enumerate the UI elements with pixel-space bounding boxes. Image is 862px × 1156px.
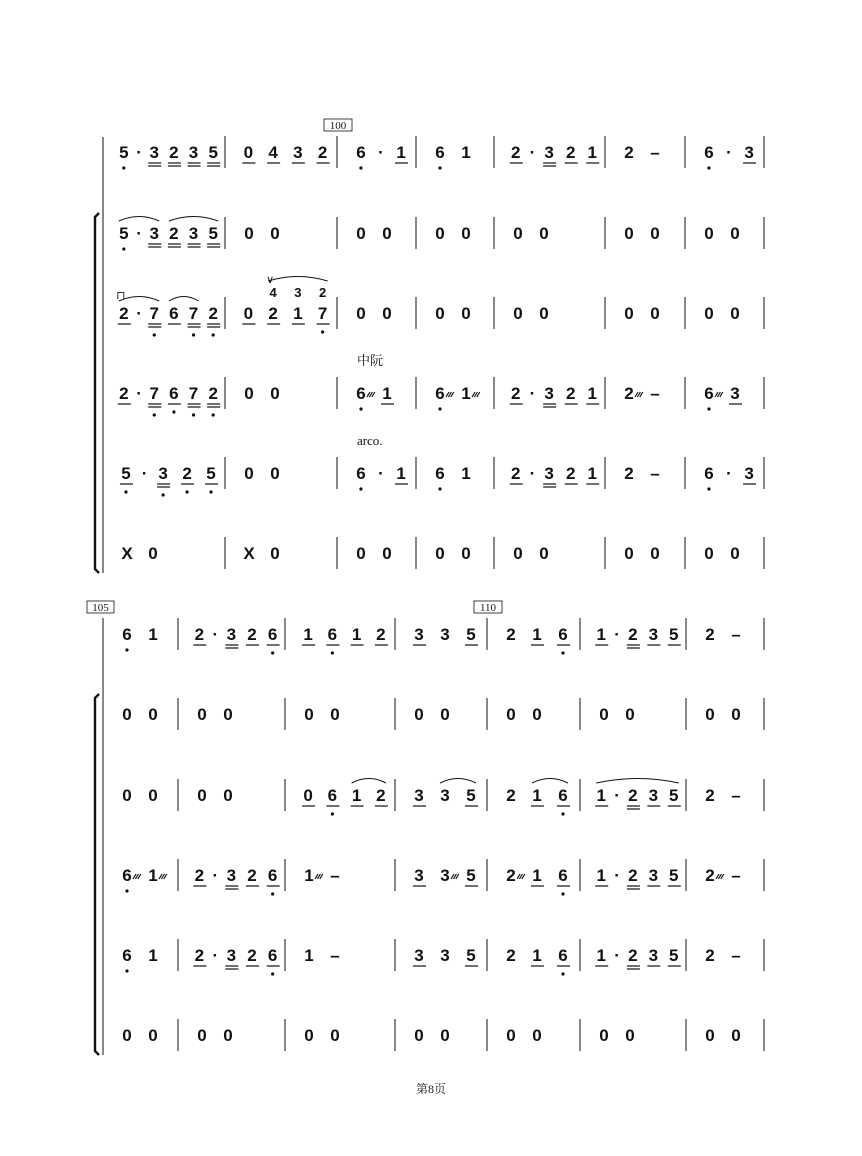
page-footer: 第8页	[415, 1082, 447, 1096]
jianpu-note: 0	[122, 1026, 132, 1045]
jianpu-note: 0	[270, 224, 280, 243]
jianpu-note: 0	[197, 705, 207, 724]
jianpu-note: 1	[532, 786, 542, 805]
jianpu-note: 0	[624, 304, 634, 323]
slur	[169, 297, 199, 302]
augmentation-dot: ·	[212, 946, 219, 965]
jianpu-note: 0	[539, 224, 549, 243]
jianpu-note: 0	[731, 1026, 741, 1045]
jianpu-note: 0	[625, 1026, 635, 1045]
jianpu-note: 2	[565, 384, 576, 403]
octave-dot	[331, 651, 334, 654]
octave-dot	[124, 490, 127, 493]
jianpu-note: 2	[247, 625, 257, 644]
jianpu-note: 1	[587, 384, 597, 403]
jianpu-note: 3	[544, 143, 554, 162]
jianpu-note: 3	[414, 786, 424, 805]
jianpu-note: 0	[435, 224, 445, 243]
jianpu-note: 6	[558, 625, 568, 644]
jianpu-note: 0	[730, 224, 740, 243]
jianpu-note: 0	[435, 304, 445, 323]
jianpu-note: 2	[511, 384, 521, 403]
octave-dot	[359, 166, 362, 169]
jianpu-note: 2	[565, 464, 576, 483]
jianpu-note: 0	[599, 1026, 609, 1045]
jianpu-note: 0	[506, 1026, 516, 1045]
percussion-x: X	[121, 544, 133, 563]
jianpu-note: 6	[327, 786, 338, 805]
jianpu-note: 0	[650, 224, 660, 243]
octave-dot	[162, 493, 165, 496]
jianpu-note: 5	[466, 866, 476, 885]
jianpu-note: 1	[532, 625, 542, 644]
jianpu-note: 5	[121, 464, 131, 483]
jianpu-note: 0	[513, 224, 523, 243]
jianpu-note: 0	[382, 544, 392, 563]
fingering-number: 3	[294, 285, 302, 300]
jianpu-note: 0	[270, 384, 280, 403]
jianpu-note: 2	[169, 224, 179, 243]
slur	[169, 217, 218, 222]
augmentation-dot: ·	[614, 866, 620, 885]
jianpu-note: 2	[119, 384, 129, 403]
jianpu-note: 0	[356, 304, 366, 323]
jianpu-note: 0	[270, 464, 280, 483]
jianpu-note: 5	[119, 143, 129, 162]
jianpu-note: 3	[744, 143, 754, 162]
octave-dot	[122, 166, 125, 169]
jianpu-note: 1	[461, 384, 471, 403]
jianpu-note: 1	[532, 946, 542, 965]
jianpu-note: 0	[461, 224, 471, 243]
augmentation-dot: ·	[136, 384, 142, 403]
jianpu-note: 0	[148, 1026, 158, 1045]
jianpu-note: 0	[356, 544, 366, 563]
jianpu-note: 3	[730, 384, 740, 403]
jianpu-note: 6	[169, 304, 179, 323]
jianpu-note: 0	[223, 705, 233, 724]
octave-dot	[125, 969, 128, 972]
jianpu-note: 0	[122, 705, 132, 724]
jianpu-note: 0	[330, 705, 340, 724]
jianpu-note: 2	[624, 384, 634, 403]
jianpu-note: 0	[539, 304, 549, 323]
jianpu-note: 6	[435, 143, 445, 162]
octave-dot	[125, 648, 128, 651]
jianpu-note: 0	[223, 786, 233, 805]
jianpu-note: 1	[396, 464, 406, 483]
jianpu-note: 0	[382, 304, 392, 323]
octave-dot	[185, 490, 188, 493]
jianpu-note: 3	[440, 946, 450, 965]
jianpu-note: 1	[587, 143, 597, 162]
octave-dot	[707, 166, 710, 169]
jianpu-note: 3	[158, 464, 168, 483]
jianpu-note: 2	[628, 786, 638, 805]
jianpu-note: 3	[648, 786, 659, 805]
jianpu-note: 0	[304, 1026, 314, 1045]
jianpu-note: 6	[435, 384, 445, 403]
augmentation-dot: ·	[614, 786, 620, 805]
performance-direction: 中阮	[357, 353, 384, 368]
jianpu-note: 0	[243, 143, 254, 162]
jianpu-note: 0	[440, 1026, 450, 1045]
jianpu-note: 2	[194, 625, 205, 644]
jianpu-note: 0	[599, 705, 609, 724]
jianpu-note: 3	[226, 946, 237, 965]
jianpu-note: 1	[304, 946, 314, 965]
jianpu-note: 2	[705, 946, 715, 965]
jianpu-note: 0	[731, 705, 741, 724]
octave-dot	[561, 812, 564, 815]
augmentation-dot: ·	[212, 866, 219, 885]
jianpu-note: 2	[511, 143, 521, 162]
augmentation-dot: ·	[136, 304, 142, 323]
jianpu-note: 5	[669, 625, 679, 644]
octave-dot	[125, 889, 128, 892]
jianpu-note: 1	[304, 866, 314, 885]
jianpu-note: 2	[628, 866, 638, 885]
jianpu-note: 0	[435, 544, 445, 563]
jianpu-note: 3	[648, 866, 659, 885]
jianpu-note: 0	[730, 304, 740, 323]
jianpu-note: 1	[587, 464, 597, 483]
jianpu-note: 2	[376, 625, 386, 644]
slur	[596, 779, 679, 784]
jianpu-note: 3	[544, 384, 554, 403]
octave-dot	[438, 166, 441, 169]
jianpu-note: 6	[704, 143, 714, 162]
jianpu-note: 5	[206, 464, 216, 483]
jianpu-note: 7	[317, 304, 328, 323]
jianpu-note: 1	[596, 786, 606, 805]
jianpu-note: 6	[558, 946, 568, 965]
jianpu-note: 0	[730, 544, 740, 563]
jianpu-note: 0	[704, 544, 714, 563]
octave-dot	[271, 972, 274, 975]
dash-extension: –	[650, 143, 660, 162]
jianpu-note: 1	[148, 946, 158, 965]
jianpu-note: 1	[596, 946, 606, 965]
jianpu-note: 3	[414, 946, 424, 965]
jianpu-note: 2	[119, 304, 129, 323]
octave-dot	[192, 413, 195, 416]
octave-dot	[321, 330, 324, 333]
dash-extension: –	[650, 384, 660, 403]
jianpu-note: 2	[628, 625, 638, 644]
augmentation-dot: ·	[136, 143, 142, 162]
octave-dot	[438, 407, 441, 410]
jianpu-note: 2	[376, 786, 386, 805]
jianpu-note: 1	[461, 464, 471, 483]
dash-extension: –	[731, 786, 741, 805]
jianpu-note: 2	[317, 143, 328, 162]
measure-number: 105	[92, 602, 109, 614]
jianpu-note: 0	[197, 786, 207, 805]
jianpu-note: 0	[513, 544, 523, 563]
jianpu-note: 0	[223, 1026, 233, 1045]
jianpu-note: 6	[267, 866, 278, 885]
jianpu-note: 6	[356, 464, 366, 483]
octave-dot	[561, 892, 564, 895]
percussion-x: X	[243, 544, 255, 563]
jianpu-note: 6	[267, 946, 278, 965]
jianpu-note: 1	[303, 625, 313, 644]
rehearsal-mark: 110	[479, 602, 497, 614]
jianpu-note: 0	[414, 705, 424, 724]
augmentation-dot: ·	[378, 143, 384, 162]
slur	[352, 779, 386, 784]
jianpu-note: 6	[558, 866, 568, 885]
staff-bracket	[95, 694, 99, 1055]
octave-dot	[172, 410, 175, 413]
augmentation-dot: ·	[378, 464, 384, 483]
augmentation-dot: ·	[529, 143, 536, 162]
jianpu-note: 3	[149, 143, 159, 162]
dash-extension: –	[731, 946, 741, 965]
jianpu-note: 3	[293, 143, 303, 162]
jianpu-note: 1	[293, 304, 303, 323]
jianpu-note: 1	[596, 625, 606, 644]
jianpu-note: 0	[624, 224, 634, 243]
augmentation-dot: ·	[726, 143, 732, 162]
jianpu-note: 2	[194, 866, 205, 885]
jianpu-note: 0	[625, 705, 635, 724]
jianpu-note: 5	[669, 866, 679, 885]
jianpu-note: 0	[704, 304, 714, 323]
jianpu-note: 0	[414, 1026, 424, 1045]
jianpu-note: 2	[705, 786, 715, 805]
jianpu-note: 0	[243, 304, 254, 323]
jianpu-note: 2	[565, 143, 576, 162]
jianpu-note: 3	[648, 946, 659, 965]
augmentation-dot: ·	[614, 946, 620, 965]
jianpu-note: 2	[705, 866, 715, 885]
jianpu-note: 0	[244, 384, 254, 403]
jianpu-note: 0	[532, 1026, 542, 1045]
jianpu-note: 6	[356, 143, 366, 162]
jianpu-note: 0	[148, 786, 158, 805]
jianpu-note: 3	[188, 224, 199, 243]
jianpu-note: 3	[544, 464, 554, 483]
jianpu-note: 3	[440, 866, 450, 885]
octave-dot	[192, 333, 195, 336]
fingering-number: 4	[269, 285, 277, 300]
jianpu-note: 2	[247, 946, 257, 965]
score-system	[87, 601, 764, 1055]
jianpu-note: 3	[149, 224, 159, 243]
octave-dot	[122, 247, 125, 250]
jianpu-note: 1	[396, 143, 406, 162]
octave-dot	[707, 407, 710, 410]
augmentation-dot: ·	[614, 625, 620, 644]
jianpu-note: 2	[506, 866, 516, 885]
rehearsal-mark: 100	[329, 120, 347, 132]
jianpu-note: 3	[440, 786, 450, 805]
jianpu-note: 4	[268, 143, 278, 162]
jianpu-note: 3	[440, 625, 450, 644]
octave-dot	[153, 413, 156, 416]
jianpu-note: 6	[327, 625, 338, 644]
jianpu-note: 7	[149, 304, 159, 323]
jianpu-note: 2	[624, 143, 634, 162]
jianpu-note: 0	[704, 224, 714, 243]
dash-extension: –	[330, 946, 340, 965]
jianpu-note: 0	[705, 1026, 715, 1045]
jianpu-note: 2	[182, 464, 192, 483]
jianpu-note: 5	[208, 143, 218, 162]
jianpu-note: 0	[122, 786, 132, 805]
jianpu-note: 6	[356, 384, 366, 403]
jianpu-note: 0	[506, 705, 516, 724]
jianpu-note: 1	[382, 384, 392, 403]
augmentation-dot: ·	[136, 224, 142, 243]
jianpu-note: 6	[704, 384, 714, 403]
octave-dot	[707, 487, 710, 490]
jianpu-note: 0	[270, 544, 280, 563]
jianpu-note: 1	[461, 143, 471, 162]
score-system	[95, 119, 764, 573]
jianpu-note: 2	[208, 304, 218, 323]
jianpu-note: 1	[148, 866, 158, 885]
augmentation-dot: ·	[529, 384, 536, 403]
jianpu-note: 3	[226, 866, 237, 885]
jianpu-note: 2	[208, 384, 218, 403]
jianpu-note: 2	[506, 786, 516, 805]
jianpu-note: 6	[435, 464, 445, 483]
jianpu-note: 2	[247, 866, 257, 885]
octave-dot	[271, 651, 274, 654]
jianpu-note: 6	[704, 464, 714, 483]
performance-direction: arco.	[356, 433, 383, 448]
jianpu-note: 0	[148, 544, 158, 563]
augmentation-dot: ·	[212, 625, 219, 644]
jianpu-note: 2	[628, 946, 638, 965]
jianpu-note: 3	[648, 625, 659, 644]
jianpu-note: 0	[461, 304, 471, 323]
jianpu-note: 0	[303, 786, 313, 805]
dash-extension: –	[731, 625, 741, 644]
jianpu-note: 1	[351, 786, 362, 805]
octave-dot	[153, 333, 156, 336]
jianpu-note: 6	[267, 625, 278, 644]
augmentation-dot: ·	[726, 464, 732, 483]
jianpu-note: 0	[624, 544, 634, 563]
jianpu-note: 6	[122, 625, 132, 644]
fingering-number: 2	[319, 285, 327, 300]
jianpu-note: 5	[466, 625, 476, 644]
jianpu-note: 5	[669, 946, 679, 965]
jianpu-note: 6	[122, 946, 132, 965]
jianpu-note: 3	[744, 464, 754, 483]
jianpu-note: 2	[506, 946, 516, 965]
jianpu-note: 5	[466, 786, 476, 805]
jianpu-note: 3	[414, 866, 424, 885]
octave-dot	[561, 972, 564, 975]
jianpu-note: 3	[226, 625, 237, 644]
jianpu-note: 0	[244, 224, 254, 243]
jianpu-note: 1	[532, 866, 542, 885]
jianpu-note: 1	[148, 625, 158, 644]
jianpu-note: 0	[650, 304, 660, 323]
augmentation-dot: ·	[141, 464, 148, 483]
jianpu-note: 0	[650, 544, 660, 563]
jianpu-note: 0	[539, 544, 549, 563]
jianpu-note: 6	[122, 866, 132, 885]
jianpu-note: 1	[596, 866, 606, 885]
jianpu-note: 0	[148, 705, 158, 724]
jianpu-note: 0	[356, 224, 366, 243]
jianpu-note: 5	[208, 224, 218, 243]
staff-bracket	[95, 213, 99, 573]
jianpu-note: 5	[466, 946, 476, 965]
jianpu-note: 0	[382, 224, 392, 243]
jianpu-note: 7	[188, 304, 199, 323]
octave-dot	[359, 407, 362, 410]
jianpu-note: 2	[194, 946, 205, 965]
jianpu-note: 1	[351, 625, 362, 644]
jianpu-note: 0	[532, 705, 542, 724]
octave-dot	[271, 892, 274, 895]
jianpu-note: 0	[513, 304, 523, 323]
jianpu-note: 2	[268, 304, 278, 323]
jianpu-note: 0	[461, 544, 471, 563]
jianpu-note: 5	[119, 224, 129, 243]
bowing-mark: ∨	[266, 274, 275, 286]
octave-dot	[212, 333, 215, 336]
slur	[532, 779, 568, 784]
octave-dot	[209, 490, 212, 493]
jianpu-note: 5	[669, 786, 679, 805]
jianpu-note: 6	[558, 786, 568, 805]
octave-dot	[438, 487, 441, 490]
octave-dot	[331, 812, 334, 815]
jianpu-note: 3	[414, 625, 424, 644]
augmentation-dot: ·	[529, 464, 536, 483]
jianpu-note: 0	[304, 705, 314, 724]
bowing-mark: ⊓	[116, 290, 126, 302]
jianpu-note: 7	[149, 384, 159, 403]
dash-extension: –	[650, 464, 660, 483]
slur	[119, 217, 159, 222]
octave-dot	[212, 413, 215, 416]
jianpu-note: 3	[188, 143, 199, 162]
jianpu-note: 2	[705, 625, 715, 644]
jianpu-note: 2	[511, 464, 521, 483]
jianpu-note: 0	[440, 705, 450, 724]
jianpu-note: 0	[705, 705, 715, 724]
octave-dot	[359, 487, 362, 490]
slur	[440, 779, 476, 784]
jianpu-note: 7	[188, 384, 199, 403]
jianpu-note: 2	[169, 143, 179, 162]
jianpu-note: 0	[197, 1026, 207, 1045]
octave-dot	[561, 651, 564, 654]
dash-extension: –	[330, 866, 340, 885]
jianpu-note: 2	[624, 464, 634, 483]
dash-extension: –	[731, 866, 741, 885]
jianpu-note: 2	[506, 625, 516, 644]
jianpu-note: 0	[244, 464, 254, 483]
jianpu-note: 0	[330, 1026, 340, 1045]
slur	[268, 277, 328, 282]
jianpu-note: 6	[169, 384, 179, 403]
